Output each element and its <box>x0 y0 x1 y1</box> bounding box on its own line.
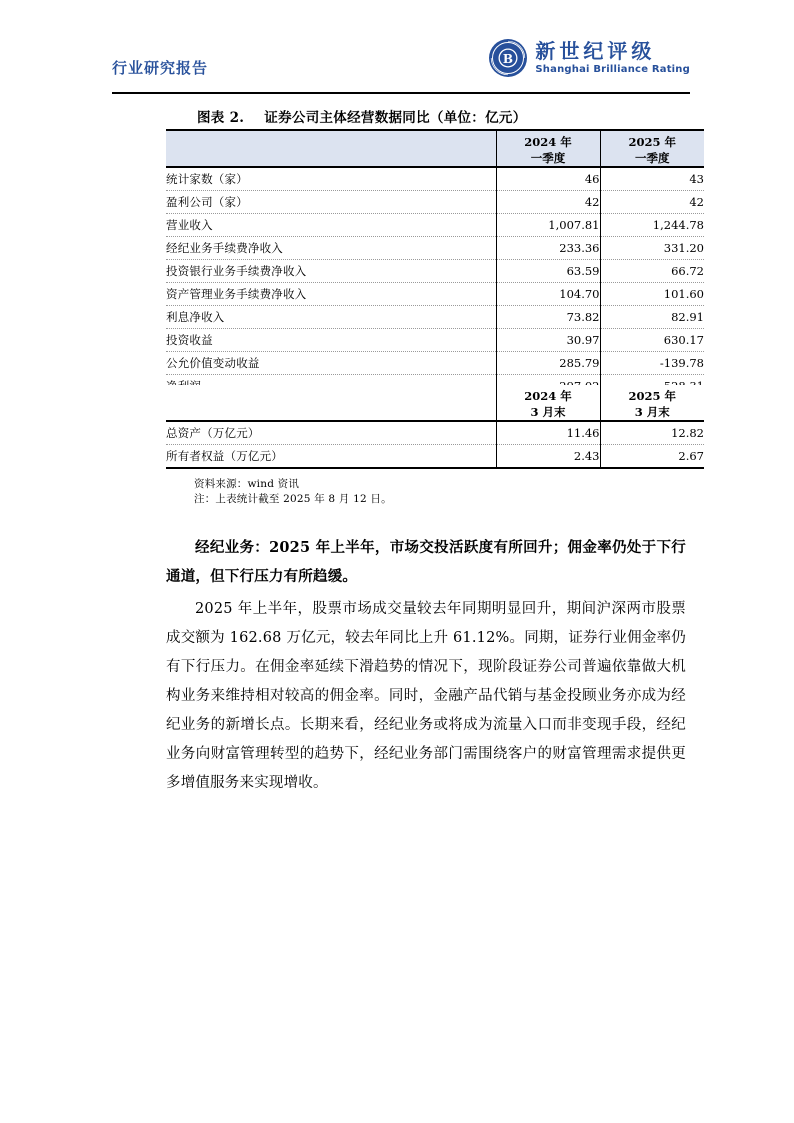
row-value-2025: 12.82 <box>600 421 704 445</box>
row-value-2025: 1,244.78 <box>600 214 704 237</box>
row-value-2024: 233.36 <box>496 237 600 260</box>
row-label: 公允价值变动收益 <box>166 352 496 375</box>
svg-text:B: B <box>503 52 514 66</box>
row-label: 总资产（万亿元） <box>166 421 496 445</box>
header-cell-2024-line2: 一季度 <box>530 151 566 165</box>
operating-data-table-quarterly <box>166 129 704 399</box>
table-note: 注：上表统计截至 2025 年 8 月 12 日。 <box>194 493 392 505</box>
row-value-2024: 11.46 <box>496 421 600 445</box>
row-value-2025: -139.78 <box>600 352 704 375</box>
row-value-2025: 82.91 <box>600 306 704 329</box>
shanghai-brilliance-seal-icon <box>488 38 528 78</box>
header-cell-2025 <box>600 130 704 167</box>
row-value-2025: 331.20 <box>600 237 704 260</box>
table-row <box>166 167 704 191</box>
brand-name-cn: 新世纪评级 <box>535 39 656 63</box>
row-label: 资产管理业务手续费净收入 <box>166 283 496 306</box>
brand-logo <box>488 38 690 78</box>
row-label: 所有者权益（万亿元） <box>166 445 496 469</box>
row-value-2025: 42 <box>600 191 704 214</box>
row-label: 盈利公司（家） <box>166 191 496 214</box>
header-divider <box>112 92 690 94</box>
table-row <box>166 445 704 469</box>
header-cell-2025 <box>600 385 704 421</box>
row-value-2025: 2.67 <box>600 445 704 469</box>
header-cell-2024-line2: 3 月末 <box>530 405 566 419</box>
table-row <box>166 329 704 352</box>
figure-title: 证券公司主体经营数据同比（单位：亿元） <box>264 110 527 126</box>
row-value-2024: 73.82 <box>496 306 600 329</box>
header-cell-2025-line2: 一季度 <box>635 151 670 165</box>
row-value-2024: 42 <box>496 191 600 214</box>
row-value-2024: 46 <box>496 167 600 191</box>
operating-data-table-balance <box>166 385 704 469</box>
figure-number: 图表 2. <box>197 110 245 126</box>
header-cell-label <box>166 385 496 421</box>
row-value-2025: 66.72 <box>600 260 704 283</box>
table-row <box>166 260 704 283</box>
row-value-2025: 630.17 <box>600 329 704 352</box>
header-cell-2024-line1: 2024 年 <box>524 389 572 403</box>
row-label: 经纪业务手续费净收入 <box>166 237 496 260</box>
row-value-2024: 1,007.81 <box>496 214 600 237</box>
row-value-2025: 43 <box>600 167 704 191</box>
header-cell-2025-line1: 2025 年 <box>628 135 676 149</box>
row-value-2024: 285.79 <box>496 352 600 375</box>
figure-caption <box>197 106 527 126</box>
header-cell-2025-line1: 2025 年 <box>628 389 676 403</box>
lead-paragraph: 经纪业务：2025 年上半年，市场交投活跃度有所回升；佣金率仍处于下行通道，但下行压力有所趋缓。 <box>166 538 686 585</box>
table-row <box>166 191 704 214</box>
row-value-2024: 2.43 <box>496 445 600 469</box>
page-header <box>112 38 690 90</box>
page-title: 行业研究报告 <box>112 59 209 77</box>
table-row <box>166 352 704 375</box>
table-header-row <box>166 385 704 421</box>
header-cell-2024-line1: 2024 年 <box>524 135 572 149</box>
body-paragraph: 2025 年上半年，股票市场成交量较去年同期明显回升，期间沪深两市股票成交额为 162.68 万亿元，较去年同比上升 61.12%。同期，证券行业佣金率仍有下行压力。在佣金率延续下滑趋势的情况下，现阶段证券公司普遍依靠做大机构业务来维持相对较高的佣金率。同时，金融产品代销与基金投顾业务亦成为经纪业务的新增长点。长期来看，经纪业务或将成为流量入口而非变现手段，经纪业务向财富管理转型的趋势下，经纪业务部门需围绕客户的财富管理需求提供更多增值服务来实现增收。 <box>166 600 686 791</box>
header-cell-2024 <box>496 130 600 167</box>
table-source: 资料来源：wind 资讯 <box>194 478 300 490</box>
table-row <box>166 306 704 329</box>
row-label: 统计家数（家） <box>166 167 496 191</box>
table-notes <box>194 477 392 507</box>
row-label: 利息净收入 <box>166 306 496 329</box>
row-value-2024: 104.70 <box>496 283 600 306</box>
row-label: 营业收入 <box>166 214 496 237</box>
table-row <box>166 214 704 237</box>
header-cell-2024 <box>496 385 600 421</box>
table-row <box>166 283 704 306</box>
header-cell-2025-line2: 3 月末 <box>634 405 670 419</box>
brand-name-en: Shanghai Brilliance Rating <box>535 64 690 75</box>
row-value-2025: 101.60 <box>600 283 704 306</box>
table-row <box>166 237 704 260</box>
table-header-row <box>166 130 704 167</box>
row-value-2024: 63.59 <box>496 260 600 283</box>
brand-logo-text <box>535 41 690 75</box>
row-value-2024: 30.97 <box>496 329 600 352</box>
header-cell-label <box>166 130 496 167</box>
row-label: 投资银行业务手续费净收入 <box>166 260 496 283</box>
row-label: 投资收益 <box>166 329 496 352</box>
table-row <box>166 421 704 445</box>
